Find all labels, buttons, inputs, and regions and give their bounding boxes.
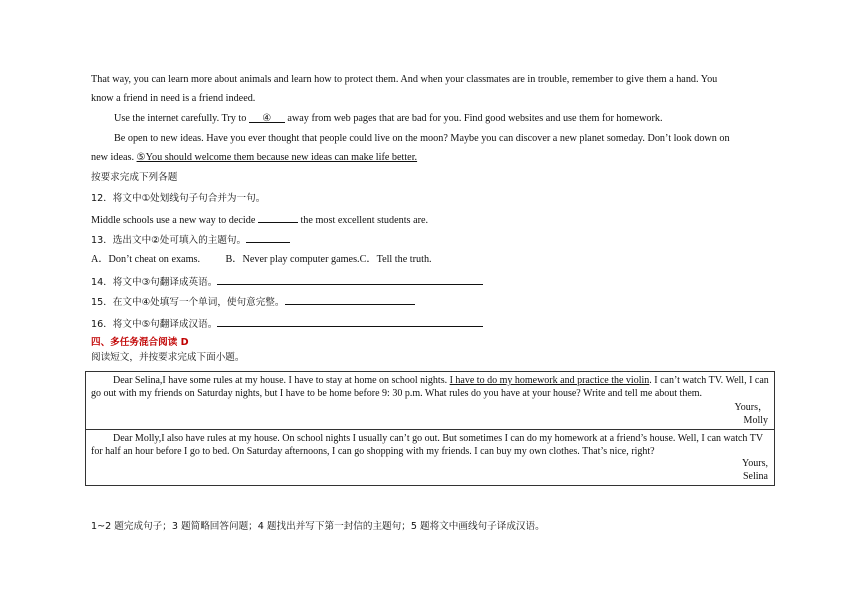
letter-2-closing: Yours, (742, 458, 768, 469)
q14-answer-blank[interactable] (217, 274, 483, 285)
letters-table (85, 371, 775, 486)
instructions-text: 按要求完成下列各题 (91, 172, 178, 183)
q16-answer-blank[interactable] (217, 316, 483, 327)
blank-4[interactable] (249, 112, 285, 123)
q15-answer-blank[interactable] (285, 294, 415, 305)
letter-2-signature: Selina (743, 470, 768, 482)
letter-row-1 (86, 372, 775, 430)
letter-from-selina (86, 430, 775, 486)
letter-1-text-after: . I can’t watch TV. Well, I can go out with my friends on Saturday nights, but I have to be home before 9: 30 p.m. What rules do you have at your house? Write and tell me about them. (91, 375, 769, 399)
last-line-text: new ideas. (91, 152, 137, 163)
passage-open-ideas: Be open to new ideas. Have you ever thought that people could live on the moon? Maybe you can discover a new planet someday. Don’t look down on (114, 133, 730, 144)
passage-last-line (91, 151, 417, 164)
section-heading: 四、多任务混合阅读 D (91, 337, 189, 348)
letter-1-closing: Yours， (734, 402, 768, 413)
letter-from-molly (86, 372, 775, 430)
letter-1-body (91, 375, 769, 400)
question-14: 14．将文中③句翻译成英语。 (91, 277, 218, 288)
passage-line-1: That way, you can learn more about animals and learn how to protect them. And when your classmates are in trouble, remember to give them a hand. You (91, 74, 718, 85)
question-14-row (91, 274, 483, 289)
question-13-row (91, 232, 290, 247)
passage-internet-sentence (114, 112, 663, 125)
letter-row-2 (86, 430, 775, 486)
q12-sentence-before: Middle schools use a new way to decide (91, 215, 256, 226)
footer-instructions: 1~2 题完成句子；3 题简略回答问题；4 题找出并写下第一封信的主题句；5 题将文中画线句子译成汉语。 (91, 521, 545, 532)
section-instructions: 阅读短文，并按要求完成下面小题。 (91, 352, 245, 363)
passage-line-2: know a friend in need is a friend indeed. (91, 93, 256, 104)
question-15-row (91, 294, 415, 309)
internet-text-before: Use the internet carefully. Try to (114, 113, 247, 124)
q13-answer-blank[interactable] (246, 232, 290, 243)
letter-1-underlined-sentence: I have to do my homework and practice the violin (449, 375, 650, 386)
question-12-sentence (91, 212, 428, 227)
letter-2-body: Dear Molly,I also have rules at my house. On school nights I usually can’t go out. But sometimes I can do my homework at a friend’s house. Well, I can watch TV for half an hour before I go to bed. On Saturday afternoons, I can go shopping with my friends. I can buy my own clothes. That’s nice, right? (91, 433, 763, 457)
letter-1-signature: Molly (743, 414, 768, 426)
internet-text-after: away from web pages that are bad for you. Find good websites and use them for homework. (287, 113, 663, 124)
question-13: 13．选出文中②处可填入的主题句。 (91, 235, 247, 246)
question-15: 15．在文中④处填写一个单词，使句意完整。 (91, 297, 285, 308)
q12-sentence-after: the most excellent students are. (300, 215, 429, 226)
q12-blank[interactable] (258, 212, 298, 223)
question-13-options: A．Don’t cheat on exams. B．Never play computer games.C．Tell the truth. (91, 254, 432, 265)
question-16: 16．将文中⑤句翻译成汉语。 (91, 319, 218, 330)
letter-1-text-before: Dear Selina,I have some rules at my house. I have to stay at home on school nights. (113, 375, 450, 386)
question-12: 12．将文中①处划线句子句合并为一句。 (91, 193, 266, 204)
blank-4-marker: ④ (262, 113, 272, 124)
question-16-row (91, 316, 483, 331)
underlined-sentence-5: ⑤You should welcome them because new ideas can make life better. (136, 152, 418, 163)
